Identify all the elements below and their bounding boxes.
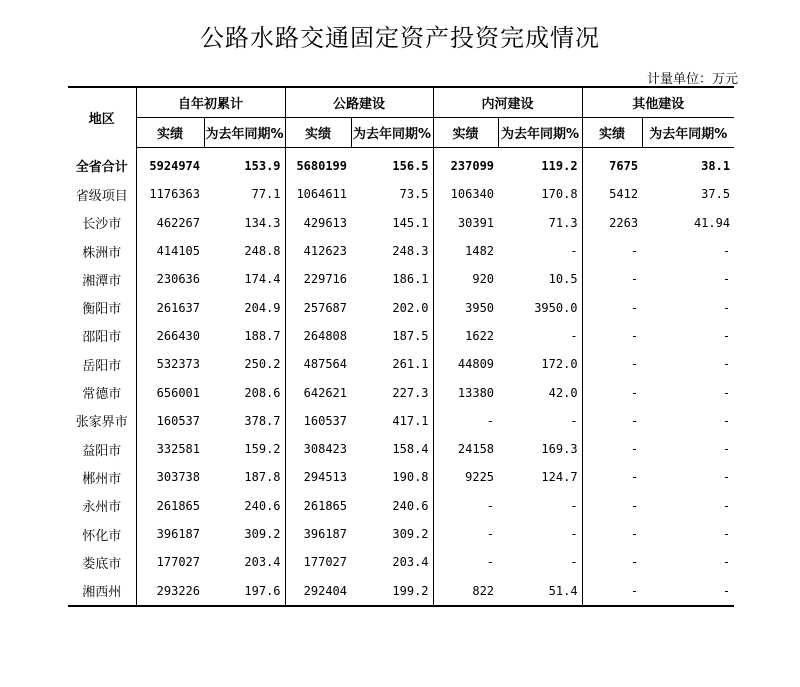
value-cell: 30391 — [433, 209, 498, 237]
region-cell: 郴州市 — [82, 471, 122, 487]
value-cell: 119.2 — [541, 159, 578, 174]
value-cell: 230636 — [136, 265, 204, 293]
value-cell: - — [722, 555, 731, 570]
value-cell: 124.7 — [541, 470, 578, 485]
value-cell: 2263 — [582, 209, 642, 237]
value-cell: 170.8 — [541, 187, 578, 202]
table-row — [68, 209, 734, 237]
table-row — [68, 435, 734, 463]
value-cell: 134.3 — [244, 215, 281, 230]
value-cell: 248.3 — [392, 244, 429, 259]
value-cell: 145.1 — [392, 215, 429, 230]
value-cell: - — [582, 520, 642, 548]
value-cell: 106340 — [433, 180, 498, 208]
value-cell: - — [722, 470, 731, 485]
value-cell: 227.3 — [392, 385, 429, 400]
value-cell: 309.2 — [244, 527, 281, 541]
value-cell: 197.6 — [204, 576, 285, 605]
value-cell: 294513 — [285, 463, 351, 491]
value-cell: 187.5 — [392, 328, 429, 343]
value-cell: 160537 — [136, 407, 204, 435]
value-cell: - — [570, 244, 578, 259]
header-yoy: 为去年同期% — [351, 118, 433, 148]
value-cell: 38.1 — [701, 159, 731, 174]
value-cell: 158.4 — [392, 442, 429, 457]
table-row — [68, 148, 734, 181]
value-cell: 153.9 — [244, 159, 281, 174]
value-cell: 412623 — [285, 237, 351, 265]
value-cell: - — [582, 407, 642, 435]
value-cell: - — [582, 548, 642, 576]
value-cell: - — [582, 293, 642, 321]
value-cell: 208.6 — [244, 385, 281, 400]
region-cell: 衡阳市 — [82, 302, 122, 318]
value-cell: 261637 — [136, 293, 204, 321]
value-cell: - — [722, 527, 731, 541]
value-cell: 429613 — [285, 209, 351, 237]
page-title: 公路水路交通固定资产投资完成情况 — [200, 24, 600, 52]
header-group-river: 内河建设 — [433, 87, 582, 118]
value-cell: - — [722, 498, 731, 513]
value-cell: 414105 — [136, 237, 204, 265]
value-cell: 308423 — [285, 435, 351, 463]
value-cell: 920 — [433, 265, 498, 293]
value-cell: 172.0 — [541, 357, 578, 372]
value-cell: 190.8 — [392, 470, 429, 485]
value-cell: 462267 — [136, 209, 204, 237]
table-row — [68, 492, 734, 520]
value-cell: 266430 — [136, 322, 204, 350]
region-cell: 岳阳市 — [82, 358, 122, 374]
table-row — [68, 322, 734, 350]
value-cell: 250.2 — [244, 357, 281, 372]
value-cell: - — [722, 300, 731, 315]
value-cell: 240.6 — [392, 498, 429, 513]
value-cell: 5680199 — [285, 148, 351, 181]
header-actual: 实绩 — [582, 118, 642, 148]
value-cell: - — [722, 272, 731, 287]
value-cell: 160537 — [285, 407, 351, 435]
value-cell: 156.5 — [392, 159, 429, 174]
value-cell: 9225 — [433, 463, 498, 491]
table-row — [68, 463, 734, 491]
value-cell: - — [582, 378, 642, 406]
header-yoy: 为去年同期% — [642, 118, 734, 148]
value-cell: 248.8 — [244, 244, 281, 259]
value-cell: 3950 — [433, 293, 498, 321]
investment-table — [68, 86, 734, 607]
value-cell: 396187 — [136, 520, 204, 548]
value-cell: - — [722, 385, 731, 400]
value-cell: - — [722, 442, 731, 457]
table-row — [68, 520, 734, 548]
value-cell: 229716 — [285, 265, 351, 293]
value-cell: 203.4 — [392, 555, 429, 570]
table-row — [68, 407, 734, 435]
value-cell: 1176363 — [136, 180, 204, 208]
value-cell: 42.0 — [548, 385, 578, 400]
value-cell: 292404 — [285, 576, 351, 605]
value-cell: 188.7 — [244, 328, 281, 343]
value-cell: 51.4 — [498, 576, 582, 605]
region-cell: 张家界市 — [75, 415, 128, 431]
table-row — [68, 237, 734, 265]
value-cell: - — [582, 463, 642, 491]
value-cell: 187.8 — [244, 470, 281, 485]
value-cell: 822 — [433, 576, 498, 605]
header-yoy: 为去年同期% — [204, 118, 285, 148]
value-cell: - — [582, 350, 642, 378]
value-cell: 257687 — [285, 293, 351, 321]
value-cell: 309.2 — [392, 527, 429, 541]
value-cell: 73.5 — [399, 187, 429, 202]
value-cell: 77.1 — [251, 187, 281, 202]
header-group-total: 自年初累计 — [136, 87, 285, 118]
table-body — [68, 148, 734, 606]
region-cell: 益阳市 — [82, 443, 122, 459]
value-cell: - — [582, 322, 642, 350]
header-group-other: 其他建设 — [582, 87, 734, 118]
header-actual: 实绩 — [136, 118, 204, 148]
header-yoy: 为去年同期% — [498, 118, 582, 148]
region-cell: 湘潭市 — [82, 273, 122, 289]
value-cell: 240.6 — [244, 498, 281, 513]
value-cell: 417.1 — [392, 413, 429, 428]
header-region: 地区 — [68, 87, 136, 148]
table-row — [68, 180, 734, 208]
region-cell: 全省合计 — [75, 160, 128, 176]
table-row — [68, 265, 734, 293]
value-cell: 203.4 — [244, 555, 281, 570]
value-cell: - — [582, 576, 642, 605]
value-cell: 264808 — [285, 322, 351, 350]
value-cell: 293226 — [136, 576, 204, 605]
value-cell: 24158 — [433, 435, 498, 463]
table-row — [68, 350, 734, 378]
value-cell: - — [722, 357, 731, 372]
value-cell: 7675 — [582, 148, 642, 181]
value-cell: 169.3 — [541, 442, 578, 457]
value-cell: 303738 — [136, 463, 204, 491]
value-cell: - — [642, 576, 734, 605]
value-cell: 261865 — [285, 492, 351, 520]
value-cell: 5412 — [582, 180, 642, 208]
value-cell: 261865 — [136, 492, 204, 520]
value-cell: - — [433, 407, 498, 435]
value-cell: - — [582, 265, 642, 293]
value-cell: 1482 — [433, 237, 498, 265]
table-row — [68, 293, 734, 321]
value-cell: 656001 — [136, 378, 204, 406]
header-group-road: 公路建设 — [285, 87, 433, 118]
value-cell: 332581 — [136, 435, 204, 463]
value-cell: - — [433, 548, 498, 576]
value-cell: - — [582, 492, 642, 520]
table-row — [68, 378, 734, 406]
value-cell: 177027 — [285, 548, 351, 576]
region-cell: 湘西州 — [68, 576, 136, 605]
value-cell: 44809 — [433, 350, 498, 378]
value-cell: - — [570, 328, 578, 343]
value-cell: 177027 — [136, 548, 204, 576]
value-cell: 642621 — [285, 378, 351, 406]
region-cell: 娄底市 — [82, 556, 122, 572]
region-cell: 长沙市 — [82, 217, 122, 233]
value-cell: 487564 — [285, 350, 351, 378]
value-cell: 204.9 — [244, 300, 281, 315]
region-cell: 省级项目 — [75, 188, 128, 204]
header-actual: 实绩 — [285, 118, 351, 148]
value-cell: 10.5 — [548, 272, 578, 287]
value-cell: 237099 — [433, 148, 498, 181]
value-cell: - — [570, 527, 578, 541]
value-cell: - — [582, 435, 642, 463]
value-cell: - — [570, 413, 578, 428]
value-cell: - — [722, 328, 731, 343]
region-cell: 永州市 — [82, 500, 122, 516]
value-cell: 202.0 — [392, 300, 429, 315]
value-cell: 396187 — [285, 520, 351, 548]
value-cell: - — [433, 520, 498, 548]
value-cell: 1064611 — [285, 180, 351, 208]
value-cell: 71.3 — [548, 215, 578, 230]
value-cell: 378.7 — [244, 413, 281, 428]
value-cell: 3950.0 — [534, 300, 578, 315]
value-cell: - — [570, 555, 578, 570]
unit-label: 计量单位：万元 — [646, 72, 738, 87]
region-cell: 常德市 — [82, 387, 122, 403]
value-cell: 1622 — [433, 322, 498, 350]
region-cell: 邵阳市 — [82, 330, 122, 346]
value-cell: 5924974 — [136, 148, 204, 181]
value-cell: 13380 — [433, 378, 498, 406]
table-row — [68, 576, 734, 605]
value-cell: 37.5 — [701, 187, 731, 202]
value-cell: 261.1 — [392, 357, 429, 372]
value-cell: - — [570, 498, 578, 513]
value-cell: 199.2 — [351, 576, 433, 605]
value-cell: 41.94 — [693, 215, 731, 230]
table-row — [68, 548, 734, 576]
value-cell: - — [722, 244, 731, 259]
value-cell: - — [582, 237, 642, 265]
value-cell: - — [433, 492, 498, 520]
value-cell: 186.1 — [392, 272, 429, 287]
region-cell: 株洲市 — [82, 245, 122, 261]
value-cell: 174.4 — [244, 272, 281, 287]
value-cell: - — [722, 413, 731, 428]
header-actual: 实绩 — [433, 118, 498, 148]
region-cell: 怀化市 — [82, 528, 122, 544]
value-cell: 532373 — [136, 350, 204, 378]
value-cell: 159.2 — [244, 442, 281, 457]
